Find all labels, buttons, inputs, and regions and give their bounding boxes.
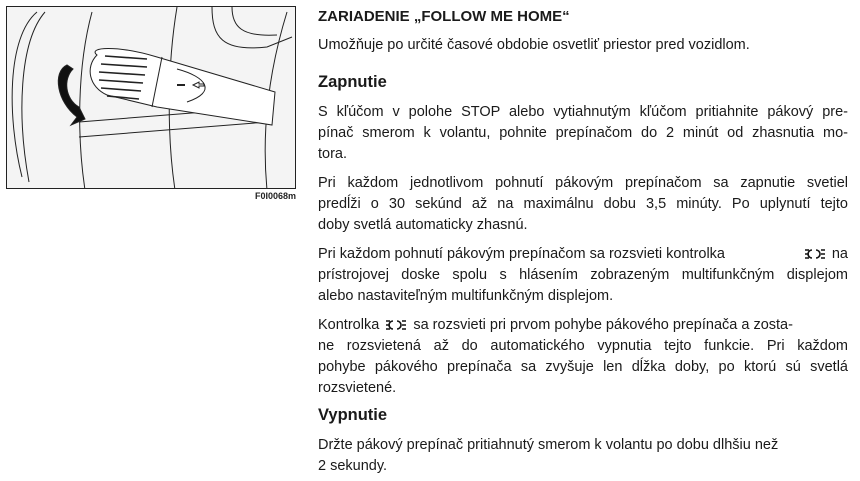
page-title: ZARIADENIE „FOLLOW ME HOME“ (318, 8, 570, 25)
section-heading-on: Zapnutie (318, 73, 387, 91)
paragraph-line: alebo nastaviteľným multifunkčným displejom. (318, 288, 614, 304)
paragraph-line: predĺži o 30 sekúnd až na maximálnu dobu 3,5 minúty. Po uplynutí tejto (318, 196, 848, 212)
text: na (831, 246, 848, 262)
text: Kontrolka (318, 317, 380, 333)
paragraph-line: pínač smerom k volantu, pohnite prepínačom do 2 minút od zhasnutia mo- (318, 125, 848, 141)
paragraph-line: doby svetlá automaticky zhasnú. (318, 217, 528, 233)
paragraph-line: 2 sekundy. (318, 458, 388, 474)
intro-text: Umožňuje po určité časové obdobie osvetliť priestor pred vozidlom. (318, 37, 750, 53)
paragraph-line: S kľúčom v polohe STOP alebo vytiahnutým kľúčom pritiahnite pákový pre- (318, 104, 848, 120)
paragraph-line (318, 315, 848, 335)
paragraph-line: Pri každom jednotlivom pohnutí pákovým prepínačom sa zapnutie svetiel (318, 175, 848, 191)
paragraph-line: pohybe pákového prepínača sa zvyšuje len dĺžka doby, po ktorú sú svetlá (318, 359, 848, 375)
paragraph-line: rozsvietené. (318, 380, 397, 396)
paragraph-line: prístrojovej doske spolu s hlásením zobrazeným multifunkčným displejom (318, 267, 848, 283)
text: Pri každom pohnutí pákovým prepínačom sa rozsvieti kontrolka (318, 246, 725, 262)
figure-label: F0I0068m (254, 191, 296, 201)
text: sa rozsvieti pri prvom pohybe pákového prepínača a zosta- (413, 317, 793, 333)
parking-lights-indicator-icon (804, 248, 826, 260)
paragraph-line: ne rozsvietená až do automatického vypnutia tejto funkcie. Pri každom (318, 338, 848, 354)
paragraph-line: Držte pákový prepínač pritiahnutý smerom k volantu po dobu dlhšiu než (318, 437, 779, 453)
steering-lever-illustration (6, 6, 296, 189)
paragraph-line (318, 244, 848, 264)
paragraph-line: tora. (318, 146, 348, 162)
text-with-icon (802, 244, 848, 264)
parking-lights-indicator-icon (385, 319, 407, 331)
section-heading-off: Vypnutie (318, 406, 388, 424)
